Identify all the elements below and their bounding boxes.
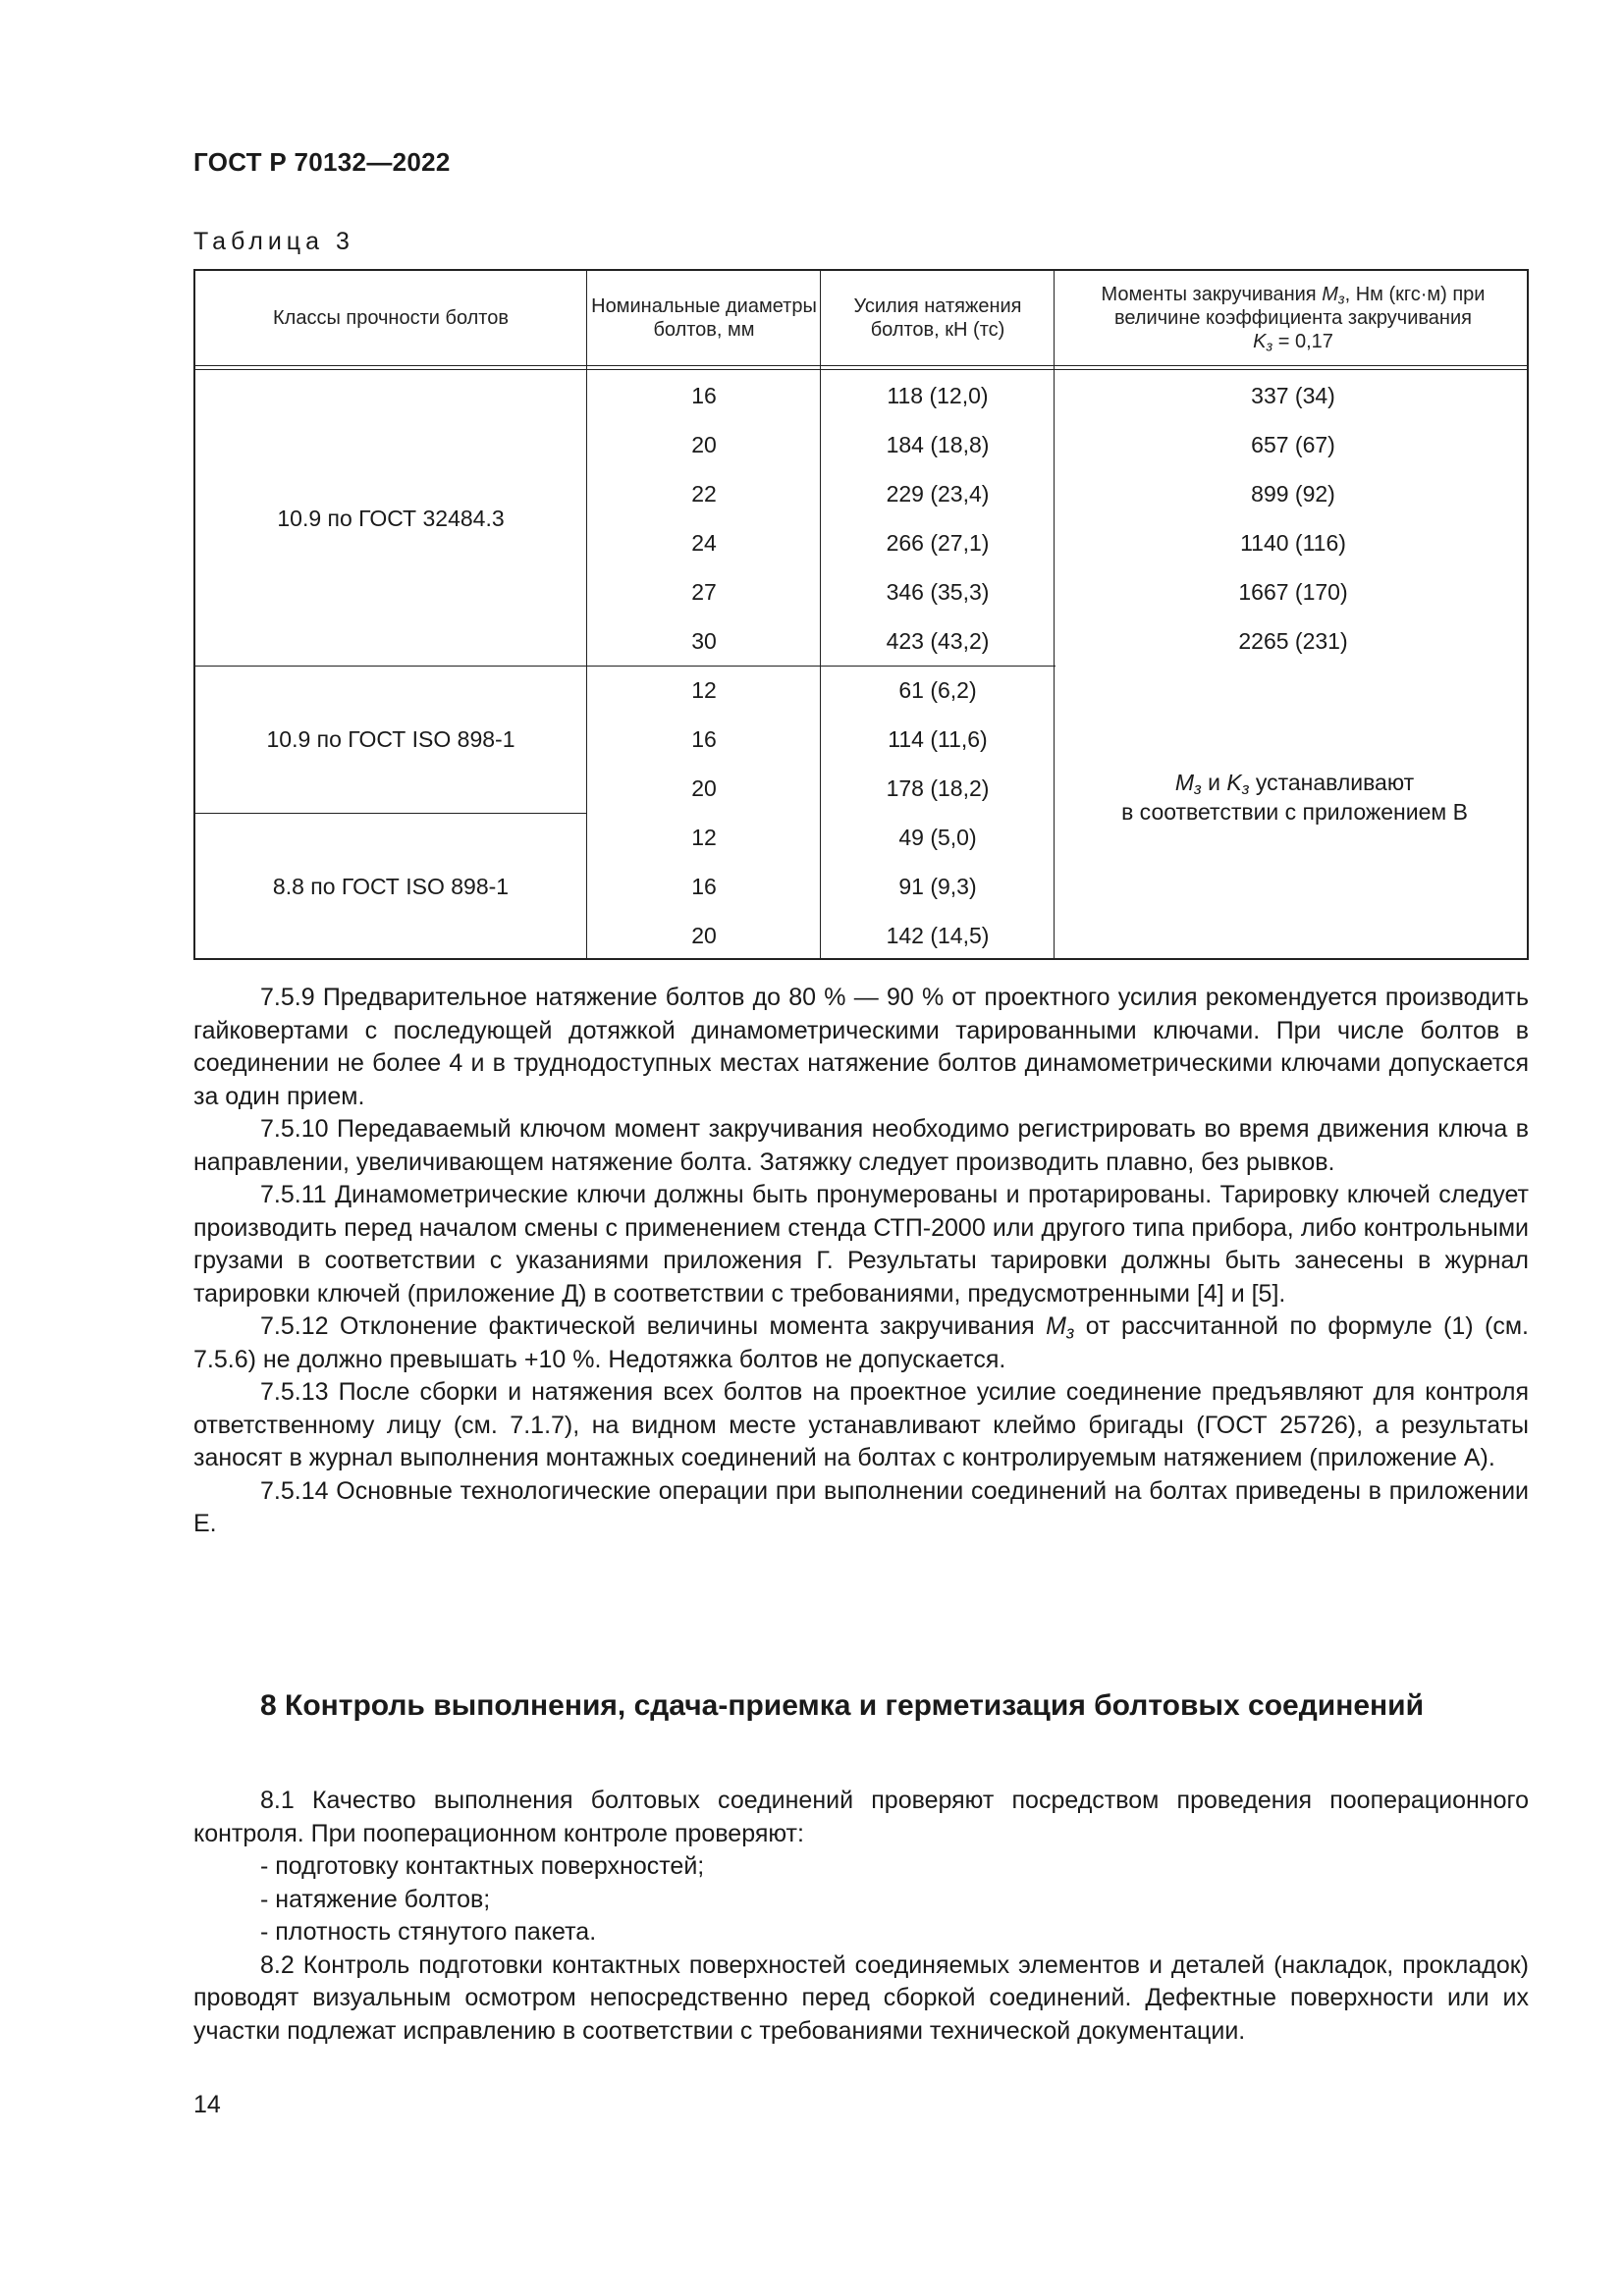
- list-item: - плотность стянутого пакета.: [260, 1918, 597, 1946]
- force-cell: 61 (6,2): [898, 677, 977, 703]
- header-moment-prefix: Моменты закручивания: [1101, 284, 1317, 305]
- merged-note: $M_з$ и $K_з$ устанавливают в соответствии с приложением В: [1060, 768, 1529, 827]
- header-class: Классы прочности болтов: [273, 307, 509, 329]
- moment-cell: 657 (67): [1251, 432, 1335, 457]
- paragraph-7-5-10: 7.5.10 Передаваемый ключом момент закручивания необходимо регистрировать во время движения ключа в направлении, увеличивающем натяжение болта. Затяжку следует производить плавно, без рывков.: [193, 1115, 1529, 1176]
- diameter-cell: 16: [691, 726, 717, 752]
- table-divider: [820, 271, 821, 958]
- diameter-cell: 20: [691, 923, 717, 948]
- moment-cell: 2265 (231): [1238, 628, 1348, 654]
- paragraph-8-1: 8.1 Качество выполнения болтовых соединений проверяют посредством проведения пооперационного контроля. При пооперационном контроле проверяют:: [193, 1787, 1529, 1847]
- force-cell: 346 (35,3): [886, 579, 990, 605]
- section-8-title: 8 Контроль выполнения, сдача-приемка и герметизация болтовых соединений: [260, 1689, 1425, 1722]
- diameter-cell: 16: [691, 874, 717, 899]
- paragraph-7-5-14: 7.5.14 Основные технологические операции при выполнении соединений на болтах приведены в приложении Е.: [193, 1476, 1529, 1537]
- diameter-cell: 12: [691, 677, 717, 703]
- force-cell: 91 (9,3): [898, 874, 977, 899]
- table-divider: [1054, 271, 1055, 958]
- diameter-cell: 16: [691, 383, 717, 408]
- paragraph-7-5-11: 7.5.11 Динамометрические ключи должны быть пронумерованы и протарированы. Тарировку ключей следует производить перед началом смены с применением стенда СТП-2000 или другого типа прибора, либо контрольными грузами в соответствии с указаниями приложения Г. Результаты тарировки должны быть занесены в журнал тарировки ключей (приложение Д) в соответствии с требованиями, предусмотренными [4] и [5].: [193, 1181, 1529, 1308]
- paragraph-8-2: 8.2 Контроль подготовки контактных поверхностей соединяемых элементов и деталей (накладок, прокладок) проводят визуальным осмотром непосредственно перед сборкой соединений. Дефектные поверхности или их участки подлежат исправлению в соответствии с требованиями технической документации.: [193, 1950, 1529, 2045]
- force-cell: 229 (23,4): [886, 481, 990, 507]
- force-cell: 266 (27,1): [886, 530, 990, 556]
- header-coef-symbol: $K_з$: [1253, 331, 1273, 355]
- header-moment-symbol: $M_з$: [1322, 284, 1345, 308]
- force-cell: 49 (5,0): [898, 825, 977, 850]
- force-cell: 423 (43,2): [886, 628, 990, 654]
- moment-cell: 1140 (116): [1240, 530, 1346, 556]
- list-item: - натяжение болтов;: [260, 1885, 491, 1913]
- force-cell: 184 (18,8): [886, 432, 990, 457]
- diameter-cell: 27: [691, 579, 717, 605]
- diameter-cell: 20: [691, 775, 717, 801]
- header-coef-value: = 0,17: [1272, 331, 1333, 352]
- moment-cell: 337 (34): [1251, 383, 1335, 408]
- header-moment-suffix: , Нм (кгс·м) при величине коэффициента закручивания: [1114, 284, 1486, 329]
- table-caption: Таблица 3: [193, 228, 354, 255]
- header-separator: [195, 365, 1527, 370]
- bolt-table: [193, 269, 1529, 960]
- paragraph-7-5-12: 7.5.12 Отклонение фактической величины момента закручивания $M_з$ от рассчитанной по формуле (1) (см. 7.5.6) не должно превышать +10 %. Недотяжка болтов не допускается.: [193, 1312, 1529, 1373]
- document-header: ГОСТ Р 70132—2022: [193, 147, 451, 177]
- header-diameter: Номинальные диаметры болтов, мм: [591, 295, 817, 341]
- class-label: 8.8 по ГОСТ ISO 898-1: [272, 873, 510, 899]
- diameter-cell: 22: [691, 481, 717, 507]
- section-8-text: [193, 1785, 1529, 2048]
- diameter-cell: 12: [691, 825, 717, 850]
- force-cell: 178 (18,2): [886, 775, 990, 801]
- table-divider: [586, 271, 587, 958]
- header-moment: [1056, 271, 1531, 365]
- diameter-cell: 24: [691, 530, 717, 556]
- class-label: 10.9 по ГОСТ 32484.3: [277, 505, 505, 531]
- moment-cell: 1667 (170): [1238, 579, 1348, 605]
- merged-note-line2: в соответствии с приложением В: [1121, 799, 1468, 825]
- list-item: - подготовку контактных поверхностей;: [260, 1852, 705, 1880]
- section-7-5-text: [193, 982, 1529, 1541]
- class-label: 10.9 по ГОСТ ISO 898-1: [266, 725, 515, 752]
- paragraph-7-5-9: 7.5.9 Предварительное натяжение болтов до 80 % — 90 % от проектного усилия рекомендуется производить гайковертами с последующей дотяжкой динамометрическими тарированными ключами. При числе болтов в соединении не более 4 и в труднодоступных местах натяжение болтов динамометрическими ключами допускается за один прием.: [193, 984, 1529, 1110]
- diameter-cell: 20: [691, 432, 717, 457]
- diameter-cell: 30: [691, 628, 717, 654]
- header-force: Усилия натяжения болтов, кН (тс): [853, 295, 1022, 341]
- moment-cell: 899 (92): [1251, 481, 1335, 507]
- force-cell: 118 (12,0): [887, 383, 989, 408]
- page-number: 14: [193, 2091, 221, 2118]
- paragraph-7-5-13: 7.5.13 После сборки и натяжения всех болтов на проектное усилие соединение предъявляют для контроля ответственному лицу (см. 7.1.7), на видном месте устанавливают клеймо бригады (ГОСТ 25726), а результаты заносят в журнал выполнения монтажных соединений на болтах с контролируемым натяжением (приложение А).: [193, 1378, 1529, 1471]
- force-cell: 114 (11,6): [888, 726, 988, 752]
- force-cell: 142 (14,5): [886, 923, 990, 948]
